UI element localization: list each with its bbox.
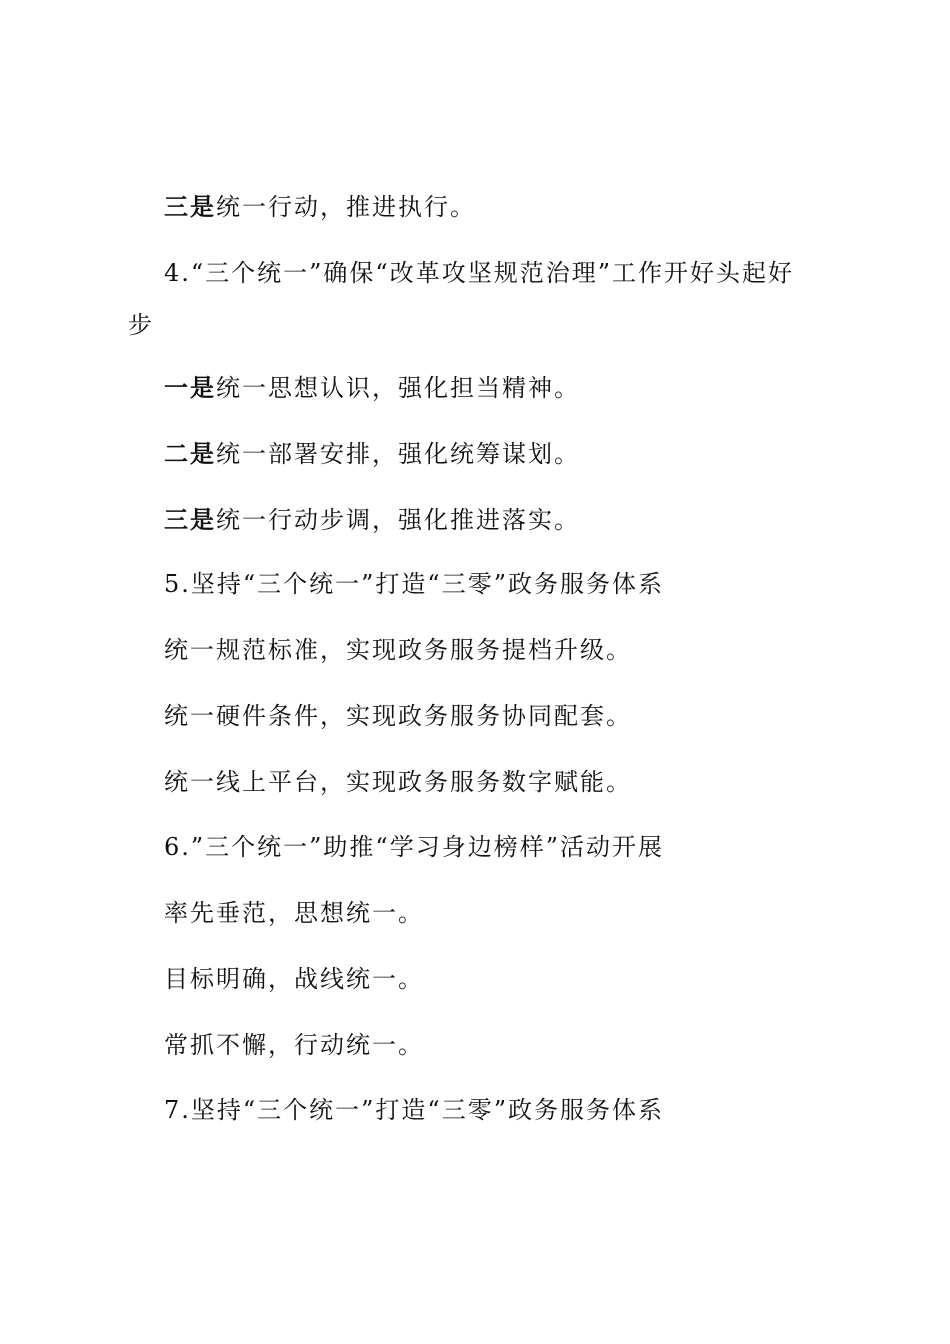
section-heading — [164, 832, 664, 862]
paragraph-text: 常抓不懈，行动统一。 — [164, 1031, 424, 1059]
paragraph-text: 统一思想认识，强化担当精神。 — [216, 374, 580, 402]
paragraph-line — [164, 898, 424, 928]
paragraph-lead: 二是 — [164, 440, 216, 468]
paragraph-line — [164, 1030, 424, 1060]
paragraph-lead: 一是 — [164, 374, 216, 402]
paragraph-line — [164, 439, 580, 469]
paragraph-line — [164, 767, 632, 797]
paragraph-lead: 三是 — [164, 506, 216, 534]
section-heading — [164, 258, 794, 288]
section-heading-continuation — [128, 310, 154, 340]
paragraph-text: 统一硬件条件，实现政务服务协同配套。 — [164, 702, 632, 730]
paragraph-lead: 三是 — [164, 193, 216, 221]
paragraph-text: 率先垂范，思想统一。 — [164, 899, 424, 927]
paragraph-line — [164, 505, 580, 535]
section-heading — [164, 1095, 664, 1125]
paragraph-text: 统一行动，推进执行。 — [216, 193, 476, 221]
paragraph-text: 统一行动步调，强化推进落实。 — [216, 506, 580, 534]
paragraph-text: 目标明确，战线统一。 — [164, 965, 424, 993]
paragraph-text: 步 — [128, 311, 154, 339]
paragraph-text: 7.坚持“三个统一”打造“三零”政务服务体系 — [164, 1096, 664, 1124]
paragraph-text: 6.”三个统一”助推“学习身边榜样”活动开展 — [164, 833, 664, 861]
paragraph-line — [164, 635, 632, 665]
paragraph-text: 统一线上平台，实现政务服务数字赋能。 — [164, 768, 632, 796]
paragraph-line — [164, 373, 580, 403]
paragraph-text: 5.坚持“三个统一”打造“三零”政务服务体系 — [164, 570, 664, 598]
paragraph-line — [164, 701, 632, 731]
paragraph-line — [164, 192, 476, 222]
section-heading — [164, 569, 664, 599]
paragraph-text: 统一规范标准，实现政务服务提档升级。 — [164, 636, 632, 664]
paragraph-text: 统一部署安排，强化统筹谋划。 — [216, 440, 580, 468]
paragraph-text: 4.“三个统一”确保“改革攻坚规范治理”工作开好头起好 — [164, 259, 794, 287]
paragraph-line — [164, 964, 424, 994]
